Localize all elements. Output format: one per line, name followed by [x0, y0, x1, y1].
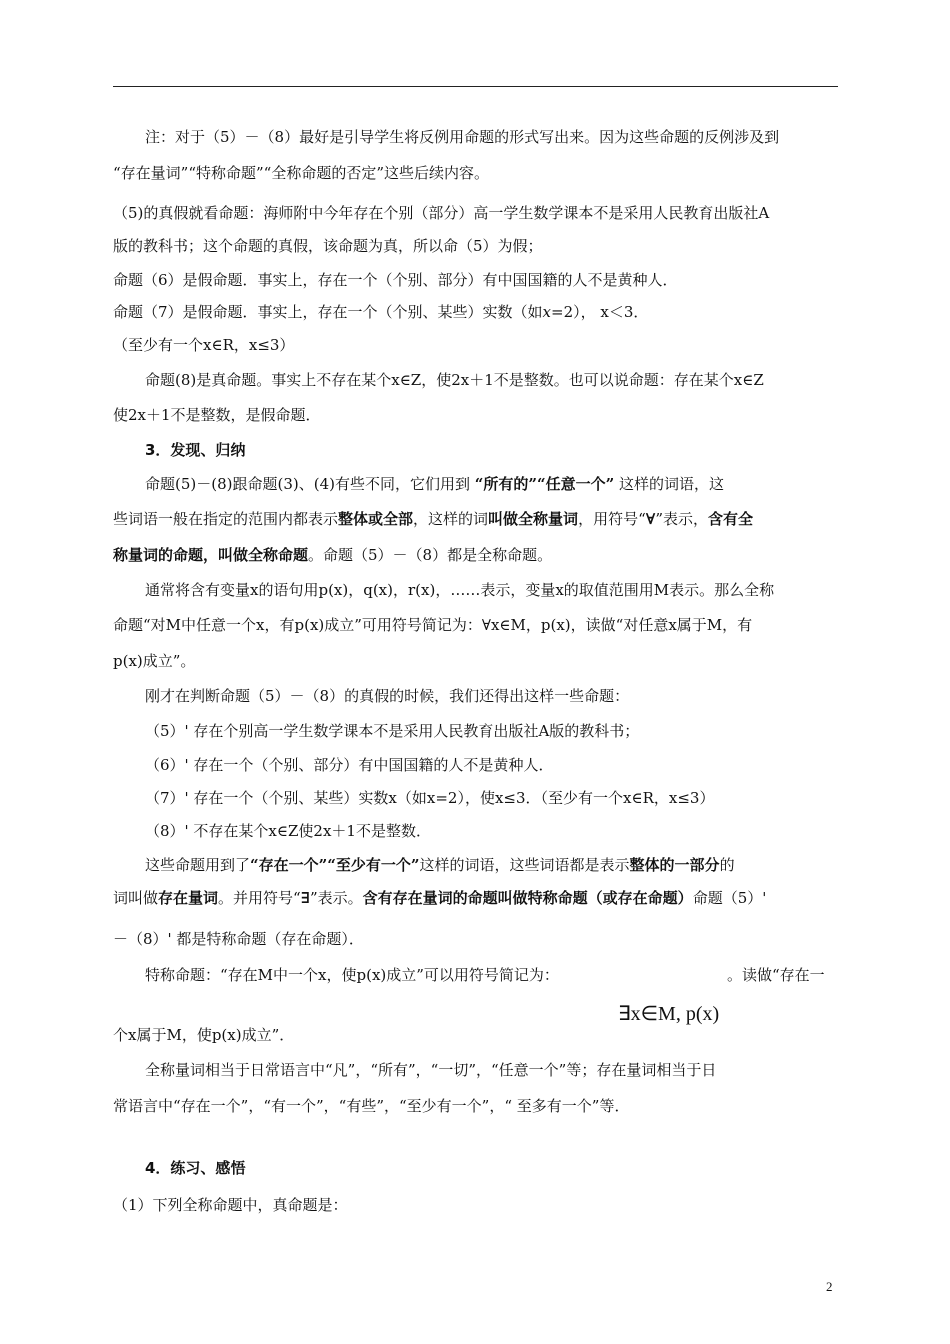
s3-para-line-1: 命题(5)－(8)跟命题(3)、(4)有些不同，它们用到 “所有的”“任意一个” 这样的词语，这: [145, 475, 725, 493]
note-line-1: 注：对于（5）－（8）最好是引导学生将反例用命题的形式写出来。因为这些命题的反例涉及到: [145, 128, 780, 146]
exist-line-1: 这些命题用到了“存在一个”“至少有一个”这样的词语，这些词语都是表示整体的一部分的: [145, 856, 735, 874]
existential-formula: ∃x∈M, p(x): [618, 1003, 720, 1025]
s3-para-line-4: 通常将含有变量x的语句用p(x)，q(x)，r(x)，……表示，变量x的取值范围用M表示。那么全称: [145, 581, 775, 599]
claim-7: （7）' 存在一个（个别、某些）实数x（如x=2），使x≤3．（至少有一个x∈R，x≤3）: [145, 789, 715, 807]
s3-para-line-6: p(x)成立”。: [113, 652, 196, 670]
page-number: 2: [826, 1279, 833, 1294]
s3-para-line-3: 称量词的命题，叫做全称命题。命题（5）－（8）都是全称命题。: [113, 546, 553, 564]
forall-symbol: ∀: [645, 510, 656, 528]
exists-symbol: ∃: [300, 889, 310, 907]
claim-6: （6）' 存在一个（个别、部分）有中国国籍的人不是黄种人．: [145, 756, 554, 774]
symbolic-line-1a: 特称命题：“存在M中一个x，使p(x)成立”可以用符号简记为：: [145, 966, 559, 984]
truth-line-1: （5)的真假就看命题：海师附中今年存在个别（部分）高一学生数学课本不是采用人民教育出版社A: [113, 204, 770, 222]
s3-para-line-5: 命题“对M中任意一个x，有p(x)成立”可用符号简记为：∀x∈M，p(x)，读做“对任意x属于M，有: [113, 616, 753, 634]
truth-line-6: 命题(8)是真命题。事实上不存在某个x∈Z，使2x＋1不是整数。也可以说命题：存在某个x∈Z: [145, 371, 764, 389]
exist-line-3: －（8）' 都是特称命题（存在命题）．: [113, 930, 364, 948]
truth-line-2: 版的教科书；这个命题的真假，该命题为真，所以命（5）为假；: [113, 237, 543, 255]
truth-line-5: （至少有一个x∈R，x≤3）: [113, 336, 295, 354]
truth-line-4: 命题（7）是假命题．事实上，存在一个（个别、某些）实数（如x=2）， x＜3．: [113, 303, 649, 321]
section-3-heading: 3．发现、归纳: [145, 441, 246, 459]
exercise-1: （1）下列全称命题中，真命题是：: [113, 1196, 348, 1214]
s3-para-line-2: 些词语一般在指定的范围内都表示整体或全部，这样的词叫做全称量词，用符号“∀”表示，含有全: [113, 510, 754, 528]
note-line-2: “存在量词”“特称命题”“全称命题的否定”这些后续内容。: [113, 164, 490, 182]
claim-8: （8）' 不存在某个x∈Z使2x＋1不是整数．: [145, 822, 431, 840]
symbolic-line-1b: 。读做“存在一: [727, 966, 825, 984]
quantifier-line-1: 全称量词相当于日常语言中“凡”，“所有”，“一切”，“任意一个”等；存在量词相当于日: [145, 1061, 717, 1079]
symbolic-line-2: 个x属于M，使p(x)成立”．: [113, 1026, 295, 1044]
exist-line-2: 词叫做存在量词。并用符号“∃”表示。含有存在量词的命题叫做特称命题（或存在命题）命题（5）': [113, 889, 767, 907]
quantifier-line-2: 常语言中“存在一个”，“有一个”，“有些”，“至少有一个”，“ 至多有一个”等．: [113, 1097, 630, 1115]
truth-line-3: 命题（6）是假命题．事实上，存在一个（个别、部分）有中国国籍的人不是黄种人．: [113, 271, 678, 289]
header-rule: [113, 86, 838, 87]
s3-para-line-7: 刚才在判断命题（5）－（8）的真假的时候，我们还得出这样一些命题：: [145, 687, 630, 705]
section-4-heading: 4．练习、感悟: [145, 1159, 246, 1177]
claim-5: （5）' 存在个别高一学生数学课本不是采用人民教育出版社A版的教科书；: [145, 722, 640, 740]
truth-line-7: 使2x＋1不是整数，是假命题．: [113, 406, 321, 424]
